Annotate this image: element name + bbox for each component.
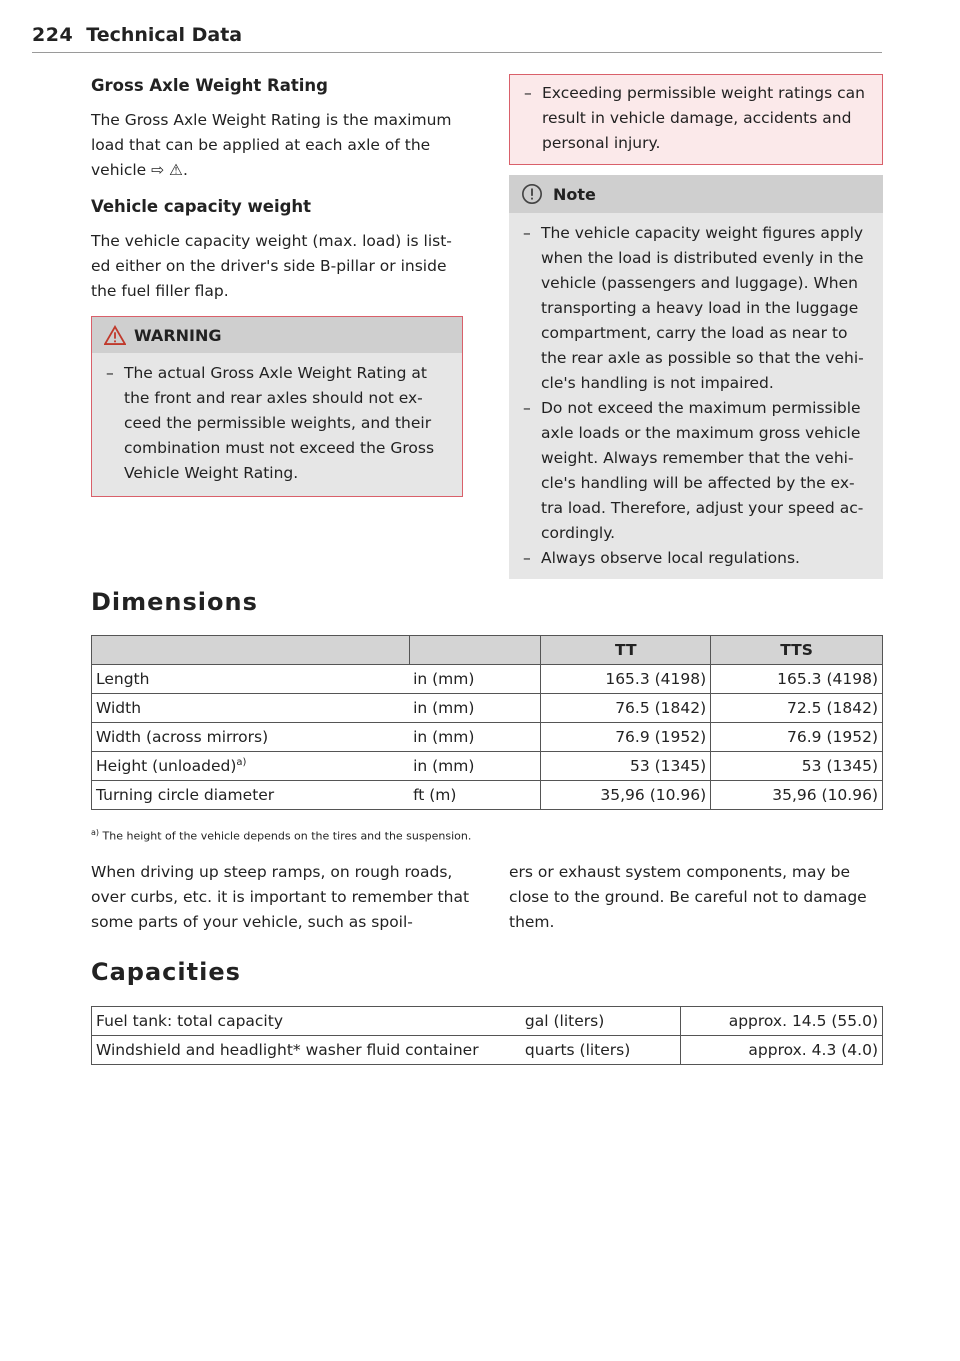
tts-value: 72.5 (1842) [711,694,883,723]
warning-continued-box [509,74,883,165]
row-unit: in (mm) [409,665,541,694]
tt-value: 165.3 (4198) [541,665,711,694]
row-unit: in (mm) [409,723,541,752]
row-label [92,752,410,781]
left-column [91,74,463,497]
row-value: approx. 14.5 (55.0) [681,1007,883,1036]
tt-value: 53 (1345) [541,752,711,781]
dimensions-heading: Dimensions [91,588,258,616]
note-list [509,213,883,579]
ramps-text-right: ers or exhaust system components, may be close to the ground. Be careful not to damage them. [509,863,867,931]
row-label: Length [92,665,410,694]
row-unit: in (mm) [409,752,541,781]
page-header [32,24,882,53]
table-row [92,665,883,694]
page-number: 224 [32,24,74,46]
footnote-marker: a) [91,828,100,837]
row-label: Width [92,694,410,723]
footnote [91,828,471,843]
header-empty-cell [92,636,410,665]
vehicle-capacity-text: The vehicle capacity weight (max. load) is list-ed either on the driver's side B-pillar or inside the fuel filler flap. [91,232,452,300]
vehicle-capacity-heading: Vehicle capacity weight [91,197,312,216]
warning-header [92,317,462,353]
footnote-text: The height of the vehicle depends on the tires and the suspension. [102,829,472,843]
table-header-row [92,636,883,665]
capacities-table [91,1006,883,1065]
table-row [92,694,883,723]
tts-value: 165.3 (4198) [711,665,883,694]
section-title: Technical Data [86,24,243,46]
row-unit: gal (liters) [521,1007,681,1036]
warning-title: WARNING [134,325,222,345]
row-label: Windshield and headlight* washer fluid container [92,1036,521,1065]
gross-axle-text: The Gross Axle Weight Rating is the maximum load that can be applied at each axle of the vehicle ⇨ ⚠. [91,111,452,179]
note-item: – The vehicle capacity weight figures apply when the load is distributed evenly in the vehicle (passengers and luggage). When transporting a heavy load in the luggage compartment, carry the load as near to the rear axle as possible so that the vehi-cle's handling is not impaired. [521,221,871,396]
warning-box [91,316,463,497]
note-item: – Do not exceed the maximum permissible axle loads or the maximum gross vehicle weight. Always remember that the vehi-cle's handling will be affected by the ex-tra load. Therefore, adjust your speed ac-cordingly. [521,396,871,546]
capacities-heading: Capacities [91,958,241,986]
row-label: Width (across mirrors) [92,723,410,752]
tts-value: 76.9 (1952) [711,723,883,752]
row-label-text: Height (unloaded) [96,757,237,776]
row-unit: quarts (liters) [521,1036,681,1065]
warning-continued-list [510,75,882,164]
note-item: – Always observe local regulations. [521,546,871,571]
warning-triangle-icon [104,325,126,345]
table-row [92,723,883,752]
ramps-text-left: When driving up steep ramps, on rough roads, over curbs, etc. it is important to remember that some parts of your vehicle, such as spoil- [91,863,470,931]
tt-value: 76.9 (1952) [541,723,711,752]
right-column [509,74,883,579]
row-unit: in (mm) [409,694,541,723]
gross-axle-heading: Gross Axle Weight Rating [91,76,328,95]
warning-list [92,353,462,496]
row-value: approx. 4.3 (4.0) [681,1036,883,1065]
dimensions-table [91,635,883,810]
row-label: Turning circle diameter [92,781,410,810]
row-label: Fuel tank: total capacity [92,1007,521,1036]
note-title: Note [553,184,596,204]
warning-continued-item: – Exceeding permissible weight ratings can result in vehicle damage, accidents and personal injury. [522,81,870,156]
tt-value: 35,96 (10.96) [541,781,711,810]
table-row [92,1036,883,1065]
table-row [92,1007,883,1036]
tts-value: 35,96 (10.96) [711,781,883,810]
table-row [92,781,883,810]
footnote-ref: a) [236,756,247,768]
warning-item: – The actual Gross Axle Weight Rating at the front and rear axles should not ex-ceed the permissible weights, and their combination must not exceed the Gross Vehicle Weight Rating. [104,361,450,486]
row-unit: ft (m) [409,781,541,810]
column-header-tt: TT [541,636,711,665]
column-header-tts: TTS [711,636,883,665]
note-header [509,175,883,213]
tts-value: 53 (1345) [711,752,883,781]
table-row [92,752,883,781]
header-empty-cell [409,636,541,665]
tt-value: 76.5 (1842) [541,694,711,723]
note-exclamation-icon [521,183,543,205]
note-box [509,175,883,579]
